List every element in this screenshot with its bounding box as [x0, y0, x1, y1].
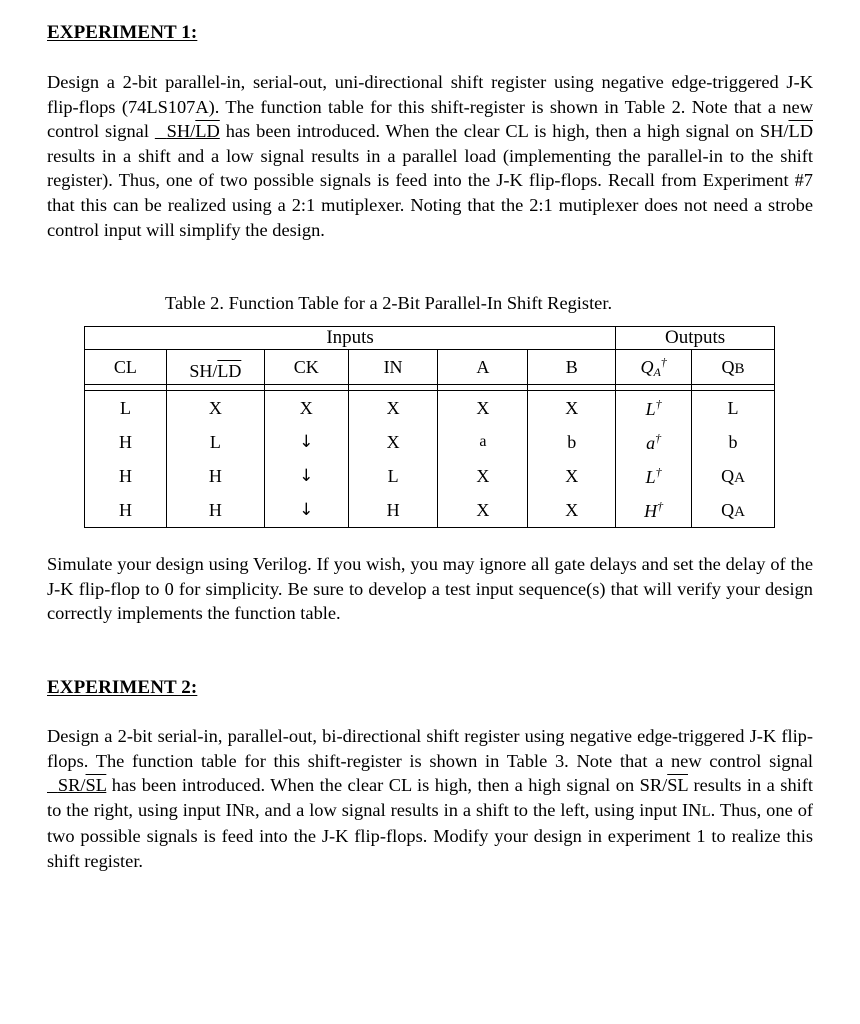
cell-qb: L: [692, 391, 775, 426]
cell-qb: QA: [692, 459, 775, 493]
header-b: B: [528, 350, 616, 385]
header-ck: CK: [264, 350, 348, 385]
cell-in: X: [348, 425, 438, 459]
table-row: [85, 493, 775, 528]
falling-edge-arrow-icon: ↓: [264, 493, 348, 528]
cell-a: X: [438, 493, 528, 528]
experiment-1-heading: EXPERIMENT 1:: [47, 22, 198, 43]
cell-in: X: [348, 391, 438, 426]
header-in: IN: [348, 350, 438, 385]
cell-in: L: [348, 459, 438, 493]
experiment-2-heading: EXPERIMENT 2:: [47, 677, 198, 698]
experiment-1-simulation-note: Simulate your design using Verilog. If you wish, you may ignore all gate delays and set the delay of the J-K flip-flop to 0 for simplicity. Be sure to develop a test input sequence(s) that will verify your design correctly implements the function table.: [47, 554, 813, 624]
cell-qa: L†: [616, 459, 692, 493]
cell-sh-ld: H: [166, 493, 264, 528]
cell-qb: b: [692, 425, 775, 459]
cell-cl: L: [85, 391, 167, 426]
cell-ck: X: [264, 391, 348, 426]
falling-edge-arrow-icon: ↓: [264, 459, 348, 493]
cell-b: X: [528, 493, 616, 528]
header-qa: QA†: [616, 350, 692, 385]
table-2-caption: Table 2. Function Table for a 2-Bit Parallel-In Shift Register.: [165, 293, 613, 313]
inputs-group-label: Inputs: [85, 327, 616, 350]
header-cl: CL: [85, 350, 167, 385]
table-row: [85, 391, 775, 426]
function-table: [84, 326, 775, 528]
cell-qa: L†: [616, 391, 692, 426]
cell-b: X: [528, 459, 616, 493]
table-group-header: [85, 327, 775, 350]
cell-sh-ld: X: [166, 391, 264, 426]
cell-sh-ld: H: [166, 459, 264, 493]
header-qb: QB: [692, 350, 775, 385]
experiment-1-description: Design a 2-bit parallel-in, serial-out, uni-directional shift register using negative edge-triggered J-K flip-flops (74LS107A). The function table for this shift-register is shown in Table 2. Note that a new control signal SH/LD has been introduced. When the clear CL is high, then a high signal on $SH/\overline{LD}$ results in a shift and a low signal results in a parallel load (implementing the parallel-in to the shift register). Thus, one of two possible signals is feed into the J-K flip-flops. Recall from Experiment #7 that this can be realized using a 2:1 mutiplexer. Noting that the 2:1 mutiplexer does not need a strobe control input will simplify the design.: [47, 72, 813, 240]
cell-b: b: [528, 425, 616, 459]
cell-qb: QA: [692, 493, 775, 528]
cell-a: X: [438, 459, 528, 493]
cell-a: a: [438, 425, 528, 459]
table-header-row: [85, 350, 775, 385]
cell-cl: H: [85, 425, 167, 459]
falling-edge-arrow-icon: ↓: [264, 425, 348, 459]
cell-qa: a†: [616, 425, 692, 459]
cell-b: X: [528, 391, 616, 426]
experiment-2-description: Design a 2-bit serial-in, parallel-out, bi-directional shift register using negative edge-triggered J-K flip-flops. The function table for this shift-register is shown in Table 3. Note that a new control signal SR/SL has been introduced. When the clear CL is high, then a high signal on $SR/\overline{SL}$ results in a shift to the right, using input INR, and a low signal results in a shift to the left, using input INL. Thus, one of two possible signals is feed into the J-K flip-flops. Modify your design in experiment 1 to realize this shift register.: [47, 726, 814, 871]
cell-cl: H: [85, 459, 167, 493]
table-row: [85, 459, 775, 493]
table-row: [85, 425, 775, 459]
header-sh-ld: $SH/\overline{LD}$: [166, 350, 264, 385]
cell-in: H: [348, 493, 438, 528]
cell-a: X: [438, 391, 528, 426]
cell-cl: H: [85, 493, 167, 528]
header-a: A: [438, 350, 528, 385]
cell-sh-ld: L: [166, 425, 264, 459]
outputs-group-label: Outputs: [616, 327, 775, 350]
cell-qa: H†: [616, 493, 692, 528]
